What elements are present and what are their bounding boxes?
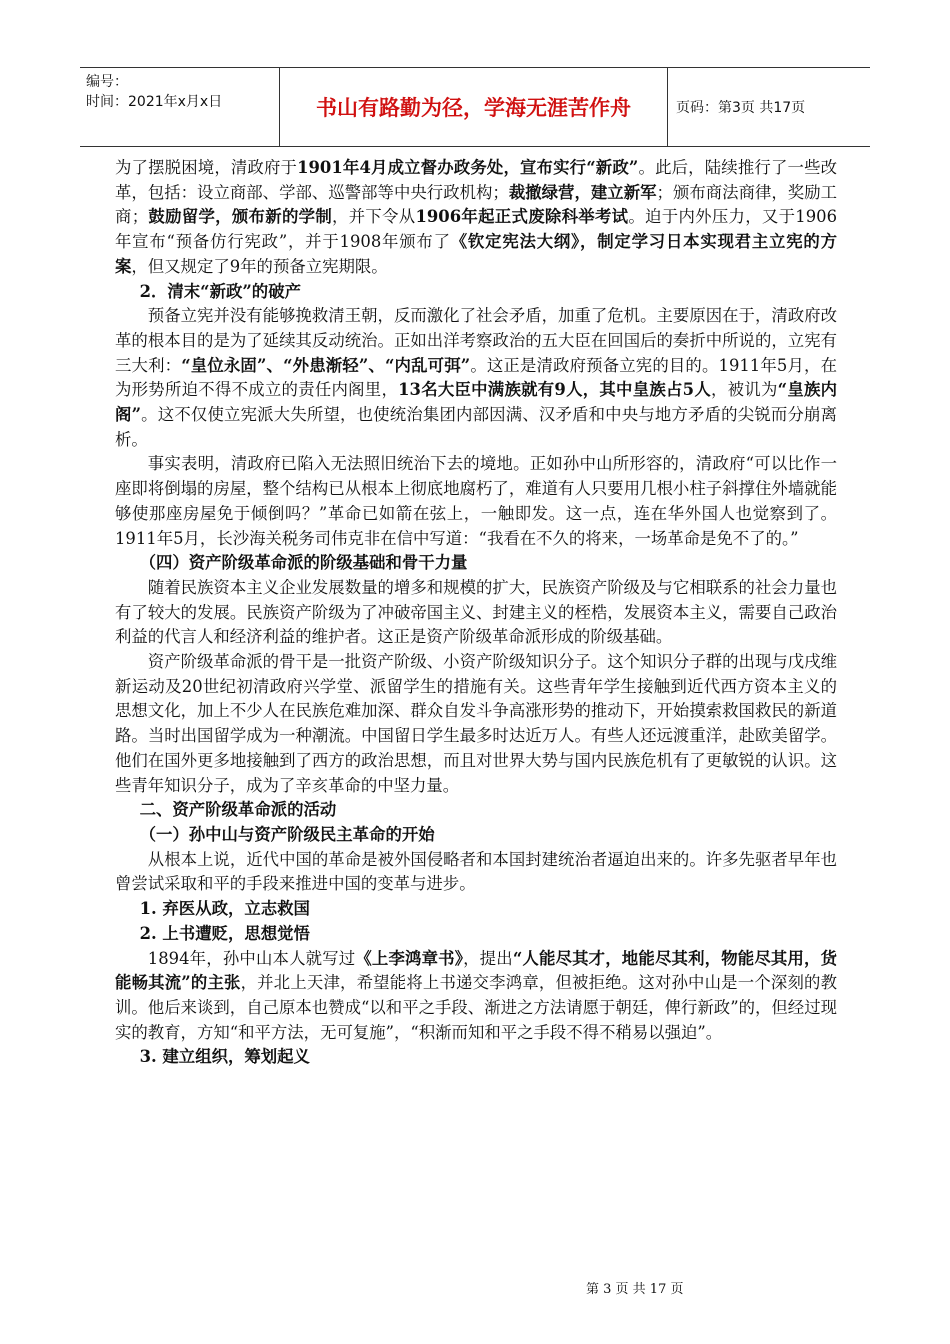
bold-run: 《上李鸿章书》 [355, 948, 464, 968]
bold-run: 《钦定宪法大纲》，制定学习日本实现君主立宪的方案 [115, 232, 837, 276]
header-motto: 书山有路勤为径，学海无涯苦作舟 [280, 68, 668, 146]
paragraph-backbone: 资产阶级革命派的骨干是一批资产阶级、小资产阶级知识分子。这个知识分子群的出现与戊戌维新运动及20世纪初清政府兴学堂、派留学生的措施有关。这些青年学生接触到近代西方资本主义的思想文化，加上不少人在民族危难加深、群众自发斗争高涨形势的推动下，开始摸索救国救民的新道路。当时出国留学成为一种潮流。中国留日学生最多时达近万人。有些人还远渡重洋，赴欧美留学。他们在国外更多地接触到了西方的政治思想，而且对世界大势与国内民族危机有了更敏锐的认识。这些青年知识分子，成为了辛亥革命的中坚力量。 [115, 652, 837, 795]
bold-run: 1906年起正式废除科举考试 [415, 207, 629, 227]
text-run: ，并下令从 [332, 207, 416, 227]
page-footer: 第 3 页 共 17 页 [586, 1282, 684, 1297]
heading-class-basis: （四）资产阶级革命派的阶级基础和骨干力量 [139, 553, 468, 573]
bold-run: “皇族内阁” [115, 380, 838, 425]
bold-run: 鼓励留学，颁布新的学制 [148, 207, 333, 227]
paragraph-constitution-preparation [115, 304, 837, 452]
page-header [80, 67, 870, 147]
heading-organize-uprising: 3. 建立组织，筹划起义 [139, 1047, 310, 1067]
text-run: 。这正是清政府预备立宪的目的。1911年5月，在为形势所迫不得不成立的责任内阁里， [115, 355, 837, 400]
doc-number-label: 编号： [86, 74, 128, 90]
text-run: ，并北上天津，希望能将上书递交李鸿章，但被拒绝。这对孙中山是一个深刻的教训。他后来谈到，自己原本也赞成“以和平之手段、渐进之方法请愿于朝廷，俾行新政”的，但经过现实的教育，方知“和平方法，无可复施”，“积渐而知和平之手段不得不稍易以强迫”。 [115, 973, 837, 1042]
text-run: 。迫于内外压力，又于1906年宣布“预备仿行宪政”，并于1908年颁布了 [115, 207, 838, 252]
heading-abandon-medicine: 1. 弃医从政，立志救国 [139, 899, 310, 919]
bold-run: “人能尽其才，地能尽其利，物能尽其用，货能畅其流”的主张 [115, 948, 837, 993]
document-body [115, 156, 837, 1070]
bold-run: 13名大臣中满族就有9人，其中皇族占5人 [398, 380, 711, 400]
heading-petition: 2. 上书遭贬，思想觉悟 [139, 923, 310, 943]
header-meta [80, 68, 280, 146]
text-run: 预备立宪并没有能够挽救清王朝，反而激化了社会矛盾，加重了危机。主要原因在于，清政府改革的根本目的是为了延续其反动统治。正如出洋考察政治的五大臣在回国后的奏折中所说的，立宪有三大利： [115, 306, 837, 375]
text-run: ；颁布商法商律，奖励工商； [115, 182, 838, 227]
bold-run: 1901年4月成立督办政务处，宣布实行“新政” [297, 158, 639, 177]
text-run: ，但又规定了9年的预备立宪期限。 [131, 256, 388, 276]
paragraph-class-basis: 随着民族资本主义企业发展数量的增多和规模的扩大，民族资产阶级及与它相联系的社会力量也有了较大的发展。民族资产阶级为了冲破帝国主义、封建主义的桎梏，发展资本主义，需要自己政治利益的代言人和经济利益的维护者。这正是资产阶级革命派形成的阶级基础。 [115, 577, 837, 647]
heading-sun-yatsen: （一）孙中山与资产阶级民主革命的开始 [139, 824, 435, 844]
text-run: 。此后，陆续推行了一些改革，包括：设立商部、学部、巡警部等中央行政机构； [115, 158, 838, 202]
heading-revolutionary-activities: 二、资产阶级革命派的活动 [139, 800, 337, 820]
doc-time-label: 时间：2021年x月x日 [86, 94, 223, 110]
paragraph-petition [115, 947, 837, 1046]
paragraph-new-policy [115, 156, 837, 280]
text-run: 。这不仅使立宪派大失所望，也使统治集团内部因满、汉矛盾和中央与地方矛盾的尖锐而分崩离析。 [115, 405, 837, 449]
bold-run: 裁撤绿营，建立新军 [508, 182, 657, 202]
text-run: ，提出 [463, 948, 513, 968]
bold-run: “皇位永固”、“外患渐轻”、“内乱可弭” [181, 355, 471, 375]
paragraph-facts: 事实表明，清政府已陷入无法照旧统治下去的境地。正如孙中山所形容的，清政府“可以比作一座即将倒塌的房屋，整个结构已从根本上彻底地腐朽了，难道有人只要用几根小柱子斜撑住外墙就能够使那座房屋免于倾倒吗？”革命已如箭在弦上，一触即发。这一点，连在华外国人也觉察到了。1911年5月，长沙海关税务司伟克非在信中写道：“我看在不久的将来，一场革命是免不了的。” [115, 454, 837, 548]
text-run: 1894年，孙中山本人就写过 [147, 948, 356, 968]
text-run: 为了摆脱困境，清政府于 [115, 158, 298, 177]
paragraph-revolution-origin: 从根本上说，近代中国的革命是被外国侵略者和本国封建统治者逼迫出来的。许多先驱者早年也曾尝试采取和平的手段来推进中国的变革与进步。 [115, 849, 837, 894]
header-page-info: 页码：第3页 共17页 [676, 100, 806, 116]
text-run: ，被讥为 [711, 380, 778, 400]
heading-new-policy-failure: 2．清末“新政”的破产 [139, 281, 301, 301]
